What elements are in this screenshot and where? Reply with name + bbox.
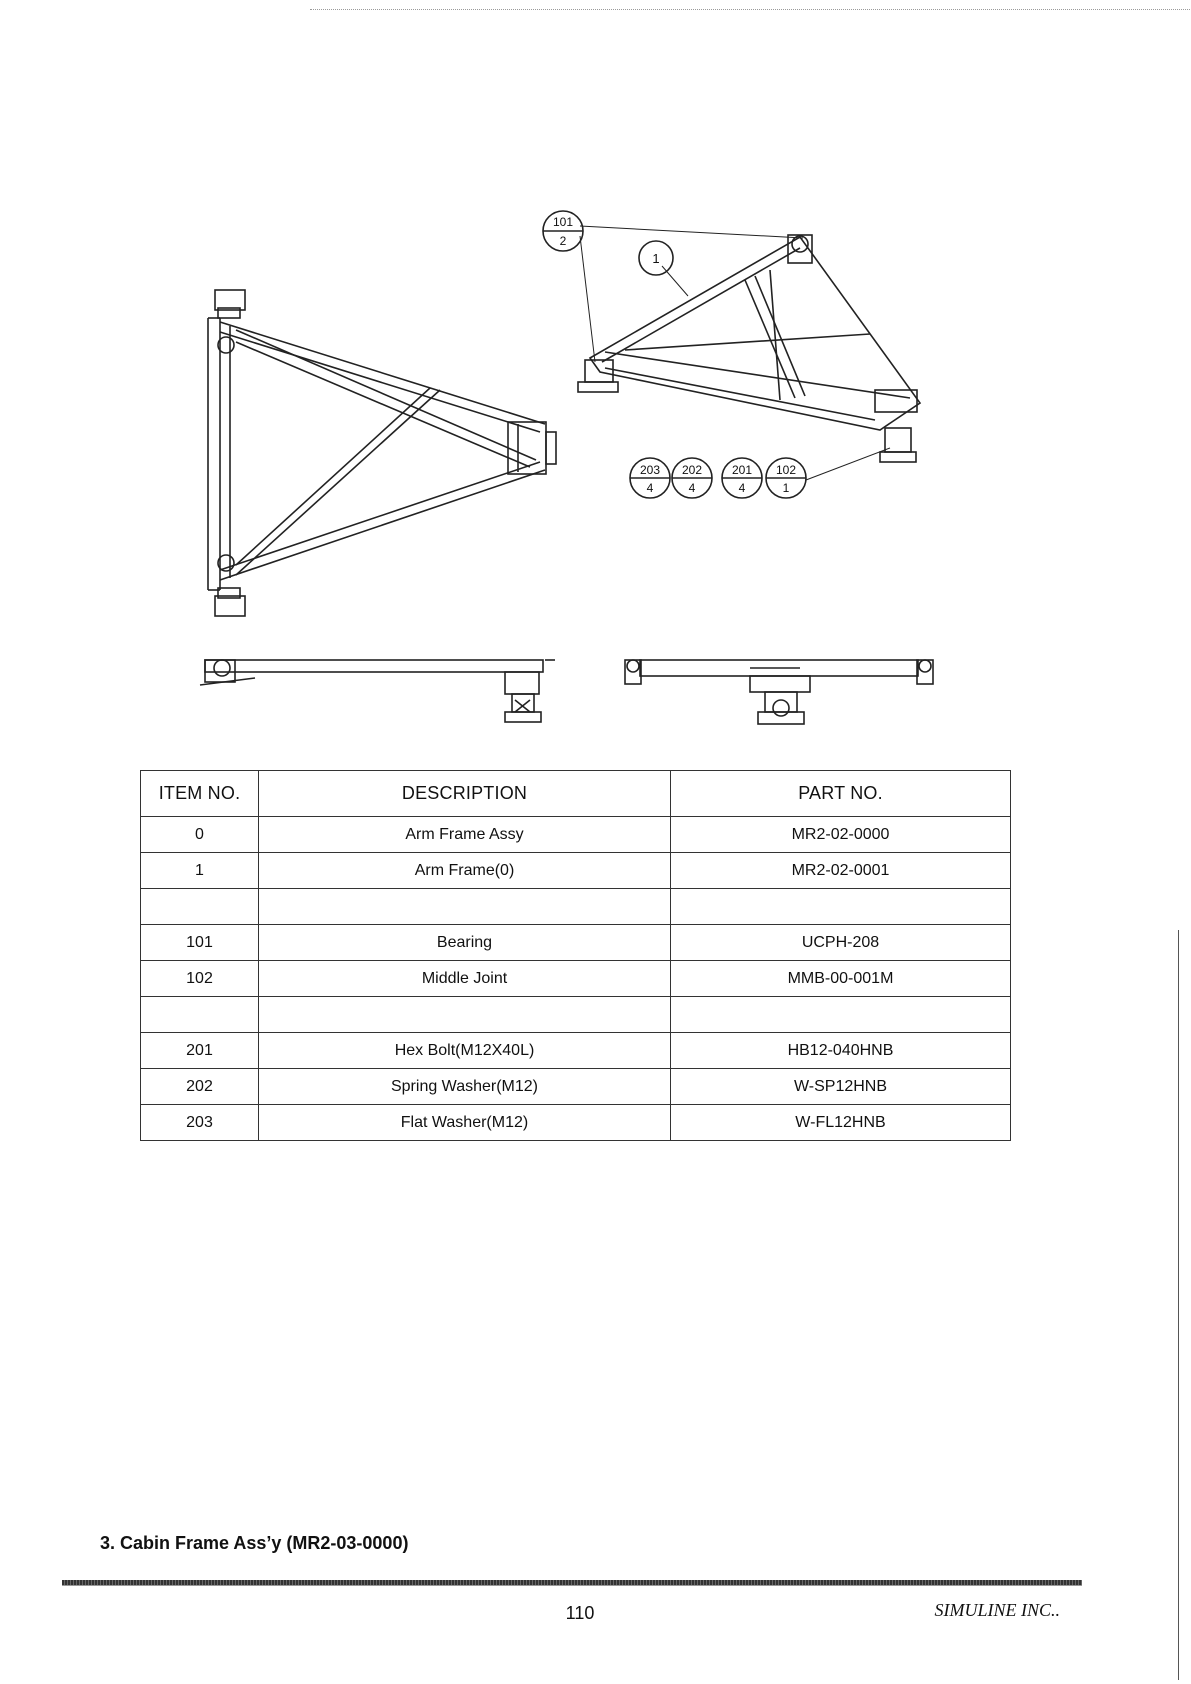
cell-description: Flat Washer(M12) [259,1105,671,1141]
table-header-row [141,771,1011,817]
cell-description [259,889,671,925]
svg-text:1: 1 [782,481,790,495]
svg-text:2: 2 [559,234,567,248]
page-number: 110 [565,1603,595,1623]
svg-text:101: 101 [552,215,574,229]
isometric-view-frame [578,235,920,462]
svg-text:4: 4 [738,481,746,495]
leader-lines [580,226,890,480]
table-row [141,1069,1011,1105]
table-row [141,1105,1011,1141]
table-row [141,997,1011,1033]
table-row [141,961,1011,997]
cell-description: Spring Washer(M12) [259,1069,671,1105]
cell-item-no: 202 [141,1069,259,1105]
cell-item-no: 101 [141,925,259,961]
side-view-left [200,660,555,722]
svg-text:102: 102 [775,463,797,477]
cell-part-no: MR2-02-0001 [671,853,1011,889]
callout-101 [543,211,583,251]
table-row [141,853,1011,889]
cell-part-no [671,997,1011,1033]
header-part-no: PART NO. [671,771,1011,817]
svg-text:4: 4 [688,481,696,495]
section-title: 3. Cabin Frame Ass’y (MR2-03-0000) [100,1533,409,1553]
cell-description: Bearing [259,925,671,961]
cell-part-no: MMB-00-001M [671,961,1011,997]
callout-102 [766,458,806,498]
right-scan-line [1178,930,1179,1680]
cell-description: Arm Frame Assy [259,817,671,853]
svg-text:202: 202 [681,463,703,477]
header-description: DESCRIPTION [259,771,671,817]
cell-item-no: 201 [141,1033,259,1069]
arm-frame-drawing [0,0,1191,760]
cell-description: Arm Frame(0) [259,853,671,889]
table-row [141,925,1011,961]
cell-item-no: 203 [141,1105,259,1141]
cell-part-no: W-SP12HNB [671,1069,1011,1105]
cell-description [259,997,671,1033]
cell-item-no: 0 [141,817,259,853]
side-view-right [625,660,933,724]
cell-part-no: HB12-040HNB [671,1033,1011,1069]
cell-description: Middle Joint [259,961,671,997]
callout-1 [639,241,673,275]
cell-item-no [141,997,259,1033]
front-view-frame [208,290,556,616]
cell-description: Hex Bolt(M12X40L) [259,1033,671,1069]
parts-table [140,770,1011,1141]
svg-text:4: 4 [646,481,654,495]
callout-202 [672,458,712,498]
header-item-no: ITEM NO. [141,771,259,817]
svg-text:203: 203 [639,463,661,477]
table-row [141,1033,1011,1069]
cell-part-no: MR2-02-0000 [671,817,1011,853]
company-name: SIMULINE INC.. [934,1600,1060,1620]
cell-part-no [671,889,1011,925]
table-row [141,817,1011,853]
cell-item-no: 1 [141,853,259,889]
table-row [141,889,1011,925]
cell-part-no: W-FL12HNB [671,1105,1011,1141]
cell-item-no: 102 [141,961,259,997]
cell-item-no [141,889,259,925]
callout-203 [630,458,670,498]
svg-text:201: 201 [731,463,753,477]
cell-part-no: UCPH-208 [671,925,1011,961]
callout-201 [722,458,762,498]
footer-rule [62,1580,1082,1586]
svg-text:1: 1 [652,251,660,266]
